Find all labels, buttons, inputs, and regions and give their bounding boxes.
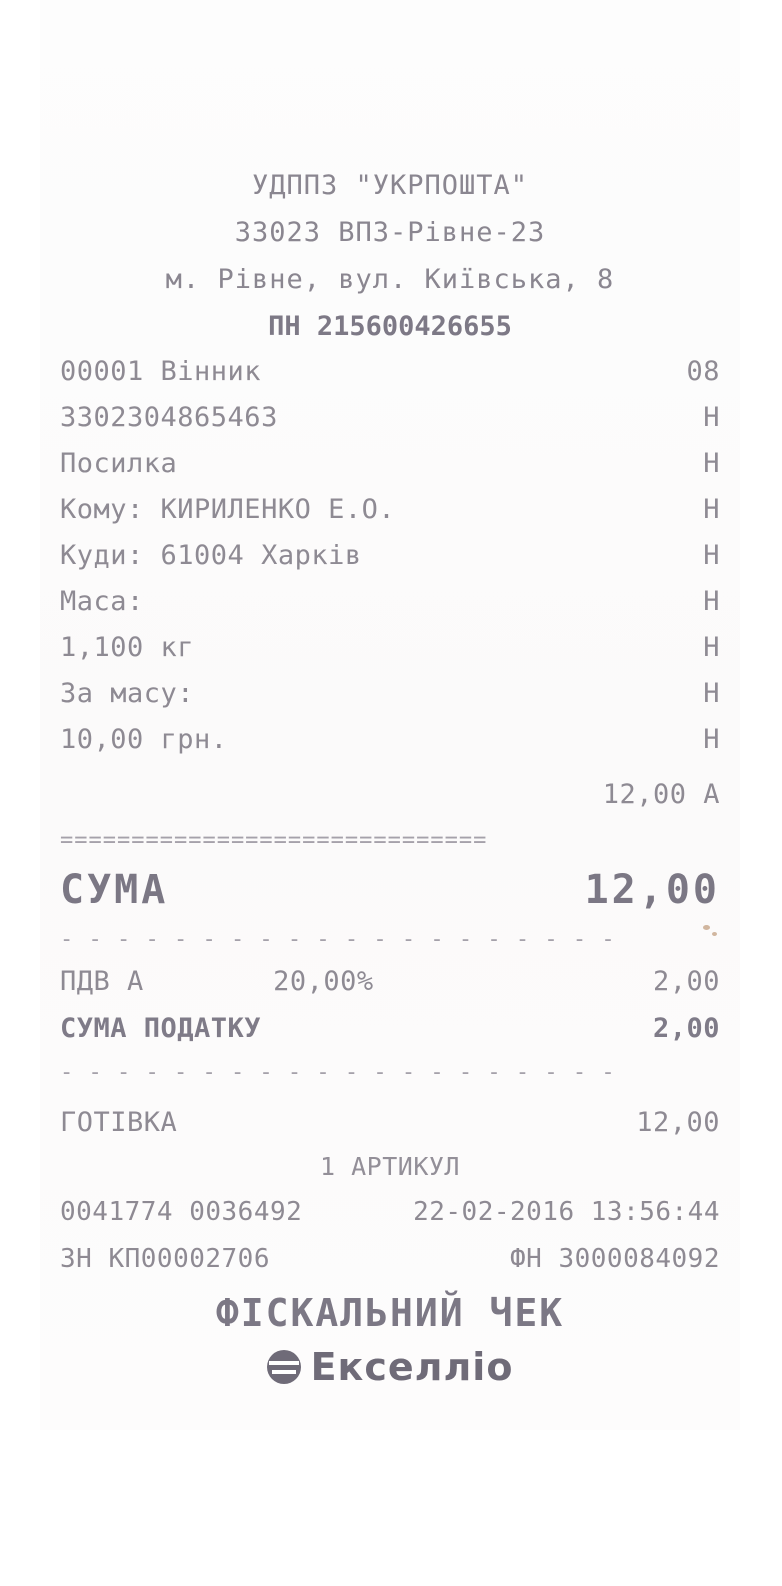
brand-row — [60, 1345, 720, 1389]
sum-value: 12,00 — [584, 867, 720, 913]
line-label: Маса: — [60, 586, 144, 617]
device-serial: ЗН КП00002706 — [60, 1244, 270, 1274]
separator-dashed: - - - - - - - - - - - - - - - - - - - - — [60, 927, 616, 952]
doc-meta-row — [60, 1197, 720, 1227]
cash-value: 12,00 — [636, 1107, 720, 1138]
tax-total-value: 2,00 — [652, 1013, 720, 1044]
line-value: Н — [703, 632, 720, 663]
receipt-line — [60, 726, 720, 753]
line-value: Н — [703, 724, 720, 755]
line-label: 00001 Вінник — [60, 356, 262, 387]
line-label: Посилка — [60, 448, 178, 479]
globe-icon — [267, 1350, 301, 1384]
line-label: Куди: 61004 Харків — [60, 540, 362, 571]
company-name: УДППЗ "УКРПОШТА" — [251, 170, 529, 201]
line-value: 08 — [686, 356, 720, 387]
vat-value: 2,00 — [652, 966, 720, 997]
cash-row — [60, 1107, 720, 1138]
doc-datetime: 22-02-2016 13:56:44 — [413, 1197, 720, 1227]
tax-total-label: СУМА ПОДАТКУ — [60, 1013, 262, 1044]
cash-label: ГОТІВКА — [60, 1107, 178, 1138]
receipt-line — [60, 680, 720, 707]
line-value: Н — [703, 402, 720, 433]
line-label: За масу: — [60, 678, 195, 709]
line-label: 3302304865463 — [60, 402, 278, 433]
brand-name: Екселліо — [310, 1345, 514, 1389]
line-value: Н — [703, 586, 720, 617]
fiscal-number: ФН 3000084092 — [510, 1244, 720, 1274]
vat-row — [60, 966, 720, 997]
line-value: Н — [703, 540, 720, 571]
address: м. Рівне, вул. Київська, 8 — [165, 264, 615, 295]
articles-count: 1 АРТИКУЛ — [320, 1152, 460, 1181]
receipt-body — [60, 170, 720, 1389]
vat-rate: 20,00% — [273, 966, 374, 997]
separator-dashed: - - - - - - - - - - - - - - - - - - - - — [60, 1060, 616, 1085]
receipt-line — [60, 588, 720, 615]
receipt-line — [60, 542, 720, 569]
receipt-line — [60, 358, 720, 385]
receipt-line — [60, 404, 720, 431]
sum-label: СУМА — [60, 867, 169, 913]
tax-total-row — [60, 1013, 720, 1044]
tax-id: ПН 215600426655 — [268, 311, 512, 342]
vat-label: ПДВ А — [60, 966, 144, 997]
line-label: 1,100 кг — [60, 632, 195, 663]
line-label: 10,00 грн. — [60, 724, 228, 755]
fiscal-label: ФІСКАЛЬНИЙ ЧЕК — [215, 1291, 565, 1335]
receipt-line — [60, 634, 720, 661]
receipt-line — [60, 496, 720, 523]
line-label: Кому: КИРИЛЕНКО Е.О. — [60, 494, 396, 525]
item-total: 12,00 А — [602, 779, 720, 810]
device-meta-row — [60, 1244, 720, 1274]
line-value: Н — [703, 448, 720, 479]
line-value: Н — [703, 494, 720, 525]
branch-name: 33023 ВПЗ-Рівне-23 — [234, 217, 546, 248]
receipt-line — [60, 450, 720, 477]
doc-numbers: 0041774 0036492 — [60, 1197, 303, 1227]
sum-row — [60, 867, 720, 913]
separator-double: ============================== — [60, 828, 488, 853]
line-value: Н — [703, 678, 720, 709]
